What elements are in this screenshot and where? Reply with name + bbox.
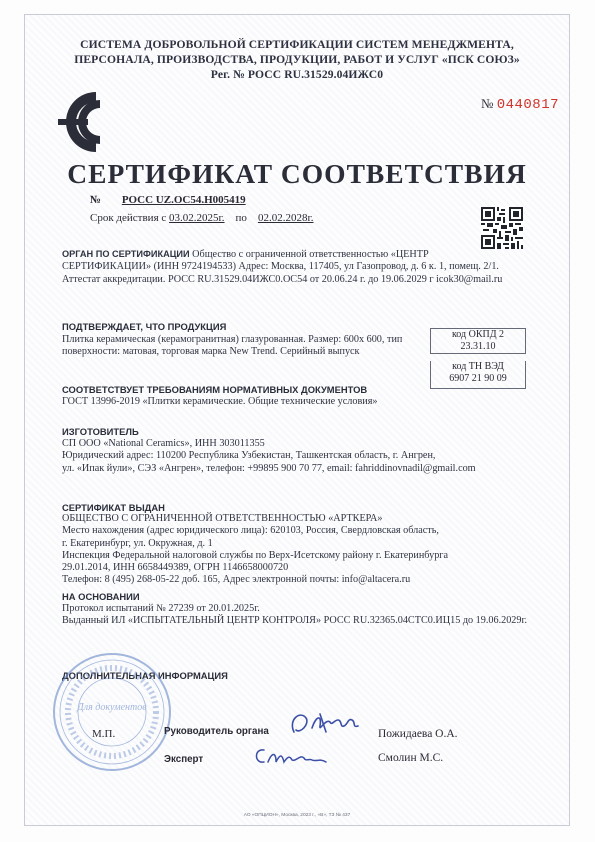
requirements-heading: СООТВЕТСТВУЕТ ТРЕБОВАНИЯМ НОРМАТИВНЫХ ДОКУМЕНТОВ (62, 384, 368, 395)
registration-number (90, 194, 246, 206)
official-stamp-icon (50, 650, 174, 774)
issued-line-3: г. Екатеринбург, ул. Окружная, д. 1 (62, 537, 213, 549)
basis-section (62, 603, 542, 628)
product-line-1: Плитка керамическая (керамогранитная) глазурованная. Размер: 600х 600, тип (62, 334, 403, 345)
organ-section (62, 248, 532, 286)
serial-number: 0440817 (496, 97, 559, 113)
issued-heading: СЕРТИФИКАТ ВЫДАН (62, 502, 165, 513)
issued-section (62, 513, 542, 587)
head-name: Пожидаева О.А. (378, 728, 458, 740)
basis-line-1: Протокол испытаний № 27239 от 20.01.2025г. (62, 603, 260, 614)
organ-line-1: Общество с ограниченной ответственностью «ЦЕНТР (192, 249, 429, 260)
issued-line-1: ОБЩЕСТВО С ОГРАНИЧЕННОЙ ОТВЕТСТВЕННОСТЬЮ «АРТКЕРА» (62, 513, 383, 524)
okpd-code-box (430, 328, 526, 354)
manufacturer-section (62, 438, 542, 475)
expert-name: Смолин М.С. (378, 752, 444, 764)
serial-prefix: № (481, 96, 494, 111)
printer-footer: АО «ОПЦИОН», Москва, 2023 г., «В», ТЗ № 437 (243, 813, 351, 818)
issued-line-5: 29.01.2014, ИНН 6658449389, ОГРН 1146658000720 (62, 562, 289, 574)
okpd-label: код ОКПД 2 (451, 329, 505, 340)
requirements-line-1: ГОСТ 13996-2019 «Плитки керамические. Общие технические условия» (62, 396, 378, 407)
header-line-1: СИСТЕМА ДОБРОВОЛЬНОЙ СЕРТИФИКАЦИИ СИСТЕМ МЕНЕДЖМЕНТА, (80, 38, 514, 51)
additional-info-heading: ДОПОЛНИТЕЛЬНАЯ ИНФОРМАЦИЯ (62, 670, 228, 681)
validity-prefix: Срок действия с (90, 212, 167, 224)
organ-line-3: Аттестат аккредитации. РОСС RU.31529.04ИЖС0.OC54 от 20.06.24 г. до 19.06.2029 г icok30@mail.ru (62, 273, 503, 285)
product-heading: ПОДТВЕРЖДАЕТ, ЧТО ПРОДУКЦИЯ (62, 321, 227, 332)
tnved-value: 6907 21 90 09 (449, 373, 507, 384)
reg-prefix: № (90, 194, 102, 206)
product-line-2: поверхности: матовая, торговая марка New Trend. Серийный выпуск (62, 346, 360, 358)
manufacturer-line-1: СП ООО «National Ceramics», ИНН 303011355 (62, 438, 265, 449)
tnved-label: код ТН ВЭД (452, 361, 504, 372)
certificate-serial (481, 96, 559, 113)
manufacturer-line-2: Юридический адрес: 110200 Республика Узбекистан, Ташкентская область, г. Ангрен, (62, 450, 436, 462)
manufacturer-heading: ИЗГОТОВИТЕЛЬ (62, 426, 139, 437)
issued-line-6: Телефон: 8 (495) 268-05-22 доб. 165, Адрес электронной почты: info@altacera.ru (62, 574, 411, 586)
stamp-text: Для документов (77, 702, 147, 713)
issued-line-2: Место нахождения (адрес юридического лица): 620103, Россия, Свердловская область, (62, 525, 439, 537)
certification-system-logo-icon (52, 86, 124, 158)
basis-heading: НА ОСНОВАНИИ (62, 591, 140, 602)
okpd-value: 23.31.10 (460, 341, 496, 352)
product-section (62, 334, 422, 359)
reg-number: РОСС UZ.OC54.H005419 (121, 194, 246, 206)
header-line-2: ПЕРСОНАЛА, ПРОИЗВОДСТВА, ПРОДУКЦИИ, РАБОТ И УСЛУГ «ПСК СОЮЗ» (74, 53, 520, 66)
head-of-organ-label: Руководитель органа (164, 726, 269, 737)
issued-line-4: Инспекция Федеральной налоговой службы по Верх-Исетскому району г. Екатеринбурга (62, 549, 448, 561)
valid-from: 03.02.2025г. (169, 212, 225, 224)
head-signature-icon (286, 706, 372, 742)
valid-to: 02.02.2028г. (257, 212, 314, 224)
organ-line-2: СЕРТИФИКАЦИИ» (ИНН 9724194533) Адрес: Москва, 117405, ул Газопровод, д. 6 к. 1, помещ. 2/1. (62, 261, 499, 273)
tnved-code-box (430, 361, 526, 389)
validity-mid: по (235, 212, 247, 224)
certificate-title: СЕРТИФИКАТ СООТВЕТСТВИЯ (67, 158, 527, 189)
expert-label: Эксперт (164, 754, 204, 765)
organ-heading: ОРГАН ПО СЕРТИФИКАЦИИ (62, 249, 190, 259)
basis-line-2: Выданный ИЛ «ИСПЫТАТЕЛЬНЫЙ ЦЕНТР КОНТРОЛЯ» РОСС RU.32365.04СТС0.ИЦ15 до 19.06.2029г. (62, 615, 528, 627)
qr-code-icon (481, 207, 523, 249)
expert-signature-icon (250, 740, 330, 774)
header-line-3: Рег. № РОСС RU.31529.04ИЖС0 (210, 68, 384, 81)
validity-period (90, 212, 313, 224)
manufacturer-line-3: ул. «Ипак йули», СЭЗ «Ангрен», телефон: +99895 900 70 77, email: fahriddinovnadil@gmail.com (62, 462, 476, 474)
seal-place-label: М.П. (92, 728, 116, 740)
